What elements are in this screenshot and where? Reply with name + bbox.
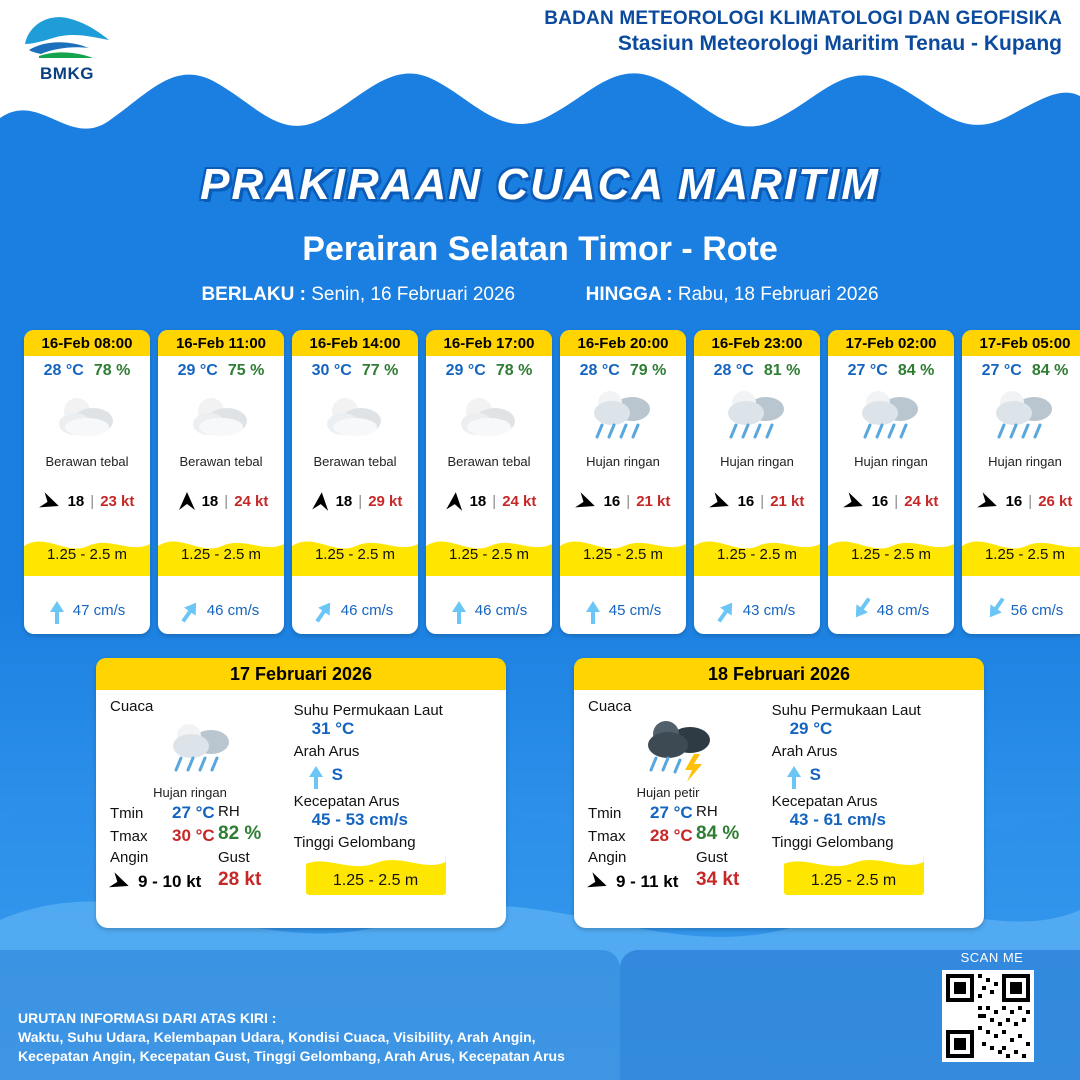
- sst-value: 29 °C: [789, 719, 833, 738]
- gust-value: 28 kt: [218, 869, 262, 890]
- wind-gust: 29 kt: [368, 492, 403, 510]
- wind-direction-icon: [441, 489, 465, 513]
- cloudy-icon: [189, 391, 253, 443]
- current-direction-label: Arah Arus: [293, 743, 360, 760]
- daily-forecast-panel: [96, 658, 506, 928]
- air-temperature: 27 °C: [981, 362, 1022, 379]
- footer-legend-title: URUTAN INFORMASI DARI ATAS KIRI :: [18, 1010, 277, 1027]
- agency-name: BADAN METEOROLOGI KLIMATOLOGI DAN GEOFISIKA: [544, 8, 1062, 29]
- humidity: 75 %: [227, 362, 265, 379]
- weather-icon-wrap: [962, 380, 1080, 454]
- weather-condition: Berawan tebal: [45, 454, 129, 469]
- wind-value: 9 - 11 kt: [616, 872, 679, 891]
- wind-direction-icon: [36, 487, 64, 515]
- hourly-forecast-card: 17-Feb 05:00 27 °C 84 % Hujan ringan 16 | 26 kt 1.25 - 2.5 m 56 cm/s: [962, 330, 1080, 634]
- tmin-value: 27 °C: [172, 803, 215, 822]
- valid-from-value: Senin, 16 Februari 2026: [311, 284, 516, 305]
- qr-code[interactable]: [942, 970, 1034, 1062]
- wave-height: 1.25 - 2.5 m: [180, 545, 262, 563]
- forecast-time: 16-Feb 17:00: [426, 330, 552, 356]
- weather-condition: Hujan ringan: [153, 785, 227, 800]
- hourly-forecast-card: 17-Feb 02:00 27 °C 84 % Hujan ringan 16 | 24 kt 1.25 - 2.5 m 48 cm/s: [828, 330, 954, 634]
- cloudy-icon: [323, 391, 387, 443]
- wind-direction-icon: [107, 866, 136, 895]
- wind-speed: 18: [335, 492, 353, 510]
- sst-label: Suhu Permukaan Laut: [771, 702, 921, 719]
- wave-height-label: Tinggi Gelombang: [293, 834, 416, 851]
- current-speed: 46 cm/s: [340, 601, 394, 619]
- wind-value: 9 - 10 kt: [138, 872, 202, 891]
- humidity: 84 %: [1031, 362, 1069, 379]
- rain-icon: [588, 387, 658, 447]
- validity-period: [0, 284, 1080, 306]
- wind-gust: 23 kt: [100, 492, 135, 510]
- daily-date: 18 Februari 2026: [574, 658, 984, 690]
- wind-gust: 21 kt: [770, 492, 805, 510]
- weather-condition: Hujan ringan: [988, 454, 1062, 469]
- tmin-value: 27 °C: [650, 803, 693, 822]
- weather-label: Cuaca: [588, 698, 632, 715]
- sst-label: Suhu Permukaan Laut: [293, 702, 443, 719]
- header-titles: [544, 8, 1062, 56]
- thunderstorm-icon: [642, 718, 718, 782]
- current-speed-value: 43 - 61 cm/s: [789, 810, 886, 829]
- current-speed: 46 cm/s: [206, 601, 260, 619]
- tmax-label: Tmax: [588, 828, 626, 845]
- humidity: 77 %: [361, 362, 399, 379]
- wind-gust: 24 kt: [234, 492, 269, 510]
- bmkg-logo-icon: [19, 10, 115, 64]
- footer-legend-line2: Waktu, Suhu Udara, Kelembapan Udara, Kondisi Cuaca, Visibility, Arah Angin,: [18, 1029, 536, 1046]
- forecast-time: 16-Feb 14:00: [292, 330, 418, 356]
- scan-me-label: SCAN ME: [960, 950, 1024, 965]
- wind-direction-icon: [572, 487, 600, 515]
- rain-icon: [167, 720, 237, 780]
- wave-height: 1.25 - 2.5 m: [984, 545, 1066, 563]
- qr-code-icon: [946, 974, 1030, 1058]
- rh-value: 84 %: [696, 823, 740, 844]
- footer-legend-line3: Kecepatan Angin, Kecepatan Gust, Tinggi Gelombang, Arah Arus, Kecepatan Arus: [18, 1048, 565, 1065]
- air-temperature: 28 °C: [713, 362, 754, 379]
- weather-icon-wrap: [588, 715, 772, 785]
- wave-height-label: Tinggi Gelombang: [771, 834, 894, 851]
- rain-icon: [856, 387, 926, 447]
- tmax-value: 28 °C: [650, 826, 693, 845]
- weather-condition: Hujan ringan: [720, 454, 794, 469]
- weather-condition: Berawan tebal: [313, 454, 397, 469]
- cloudy-icon: [55, 391, 119, 443]
- current-speed: 46 cm/s: [474, 601, 528, 619]
- humidity: 84 %: [897, 362, 935, 379]
- wind-direction-icon: [174, 490, 196, 512]
- wind-gust: 26 kt: [1038, 492, 1073, 510]
- valid-to-value: Rabu, 18 Februari 2026: [677, 284, 879, 305]
- current-speed: 47 cm/s: [72, 601, 126, 619]
- current-direction-icon: [310, 594, 339, 626]
- weather-condition: Hujan petir: [636, 785, 700, 800]
- current-direction-icon: [176, 594, 205, 626]
- humidity: 79 %: [629, 362, 667, 379]
- current-speed: 43 cm/s: [742, 601, 796, 619]
- wind-gust: 24 kt: [502, 492, 537, 510]
- valid-from-label: BERLAKU :: [201, 284, 306, 305]
- current-speed: 48 cm/s: [876, 601, 930, 619]
- current-direction-icon: [308, 760, 324, 789]
- current-speed-label: Kecepatan Arus: [771, 793, 878, 810]
- tmax-label: Tmax: [110, 828, 148, 845]
- wave-height: 1.25 - 2.5 m: [46, 545, 128, 563]
- cloudy-icon: [457, 391, 521, 443]
- wind-direction-icon: [840, 487, 868, 515]
- hourly-forecast-card: 16-Feb 17:00 29 °C 78 % Berawan tebal 18 | 24 kt 1.25 - 2.5 m 46 cm/s: [426, 330, 552, 634]
- weather-icon-wrap: [828, 380, 954, 454]
- air-temperature: 29 °C: [177, 362, 218, 379]
- forecast-time: 16-Feb 11:00: [158, 330, 284, 356]
- forecast-time: 17-Feb 05:00: [962, 330, 1080, 356]
- hourly-forecast-card: 16-Feb 20:00 28 °C 79 % Hujan ringan 16 | 21 kt 1.25 - 2.5 m 45 cm/s: [560, 330, 686, 634]
- current-direction-icon: [786, 760, 802, 789]
- wind-speed: 16: [603, 492, 621, 510]
- sst-value: 31 °C: [311, 719, 355, 738]
- current-direction-icon: [451, 596, 467, 624]
- daily-date: 17 Februari 2026: [96, 658, 506, 690]
- page-title: PRAKIRAAN CUACA MARITIM: [200, 160, 880, 209]
- weather-icon-wrap: [560, 380, 686, 454]
- wind-direction-icon: [307, 489, 331, 513]
- rh-label: RH: [696, 803, 718, 820]
- current-speed: 56 cm/s: [1010, 601, 1064, 619]
- hourly-forecast-card: 16-Feb 23:00 28 °C 81 % Hujan ringan 16 | 21 kt 1.25 - 2.5 m 43 cm/s: [694, 330, 820, 634]
- wind-direction-icon: [585, 866, 614, 895]
- current-direction-icon: [712, 594, 741, 626]
- rh-label: RH: [218, 803, 240, 820]
- weather-condition: Hujan ringan: [854, 454, 928, 469]
- air-temperature: 30 °C: [311, 362, 352, 379]
- rh-value: 82 %: [218, 823, 262, 844]
- forecast-time: 16-Feb 20:00: [560, 330, 686, 356]
- forecast-time: 17-Feb 02:00: [828, 330, 954, 356]
- page-subtitle: Perairan Selatan Timor - Rote: [302, 230, 778, 268]
- wind-speed: 16: [1005, 492, 1023, 510]
- gust-label: Gust: [218, 849, 250, 866]
- wave-height: 1.25 - 2.5 m: [314, 545, 396, 563]
- wind-speed: 18: [201, 492, 219, 510]
- wave-height: 1.25 - 2.5 m: [850, 545, 932, 563]
- weather-icon-wrap: [110, 715, 294, 785]
- weather-icon-wrap: [694, 380, 820, 454]
- weather-icon-wrap: [24, 380, 150, 454]
- air-temperature: 28 °C: [43, 362, 84, 379]
- wave-height-value: 1.25 - 2.5 m: [332, 872, 419, 889]
- bmkg-logo: [12, 10, 122, 88]
- current-direction-value: S: [331, 764, 343, 784]
- rain-icon: [990, 387, 1060, 447]
- wind-gust: 24 kt: [904, 492, 939, 510]
- humidity: 78 %: [93, 362, 131, 379]
- wind-label: Angin: [110, 849, 149, 866]
- hourly-forecast-card: 16-Feb 14:00 30 °C 77 % Berawan tebal 18 | 29 kt 1.25 - 2.5 m 46 cm/s: [292, 330, 418, 634]
- wave-height: 1.25 - 2.5 m: [716, 545, 798, 563]
- humidity: 81 %: [763, 362, 801, 379]
- hourly-forecast-list: [24, 330, 1080, 634]
- tmin-label: Tmin: [110, 805, 144, 822]
- current-speed-label: Kecepatan Arus: [293, 793, 400, 810]
- current-speed: 45 cm/s: [608, 601, 662, 619]
- gust-label: Gust: [696, 849, 728, 866]
- rain-icon: [722, 387, 792, 447]
- current-direction-icon: [980, 594, 1009, 626]
- weather-label: Cuaca: [110, 698, 154, 715]
- tmax-value: 30 °C: [172, 826, 215, 845]
- wave-height-badge: [784, 855, 924, 895]
- valid-to-label: HINGGA :: [585, 284, 673, 305]
- current-direction-icon: [846, 594, 875, 626]
- wind-speed: 18: [67, 492, 85, 510]
- wave-height: 1.25 - 2.5 m: [582, 545, 664, 563]
- station-name: Stasiun Meteorologi Maritim Tenau - Kupang: [617, 32, 1062, 55]
- gust-value: 34 kt: [696, 869, 740, 890]
- air-temperature: 29 °C: [445, 362, 486, 379]
- air-temperature: 27 °C: [847, 362, 888, 379]
- air-temperature: 28 °C: [579, 362, 620, 379]
- tmin-label: Tmin: [588, 805, 622, 822]
- weather-condition: Berawan tebal: [179, 454, 263, 469]
- wave-height: 1.25 - 2.5 m: [448, 545, 530, 563]
- weather-condition: Hujan ringan: [586, 454, 660, 469]
- wave-height-value: 1.25 - 2.5 m: [810, 872, 897, 889]
- wind-speed: 18: [469, 492, 487, 510]
- wave-height-badge: [306, 855, 446, 895]
- forecast-time: 16-Feb 08:00: [24, 330, 150, 356]
- forecast-time: 16-Feb 23:00: [694, 330, 820, 356]
- wind-speed: 16: [737, 492, 755, 510]
- daily-forecast-panel: [574, 658, 984, 928]
- current-direction-icon: [585, 596, 601, 624]
- hourly-forecast-card: 16-Feb 11:00 29 °C 75 % Berawan tebal 18 | 24 kt 1.25 - 2.5 m 46 cm/s: [158, 330, 284, 634]
- scan-me-block[interactable]: [942, 950, 1042, 1062]
- wind-speed: 16: [871, 492, 889, 510]
- weather-icon-wrap: [292, 380, 418, 454]
- weather-icon-wrap: [426, 380, 552, 454]
- wind-label: Angin: [588, 849, 627, 866]
- wind-direction-icon: [706, 487, 734, 515]
- current-direction-label: Arah Arus: [771, 743, 838, 760]
- wind-gust: 21 kt: [636, 492, 671, 510]
- footer-legend: [18, 1009, 565, 1066]
- current-direction-value: S: [809, 764, 821, 784]
- weather-condition: Berawan tebal: [447, 454, 531, 469]
- weather-icon-wrap: [158, 380, 284, 454]
- humidity: 78 %: [495, 362, 533, 379]
- current-speed-value: 45 - 53 cm/s: [311, 810, 408, 829]
- current-direction-icon: [49, 596, 65, 624]
- hourly-forecast-card: 16-Feb 08:00 28 °C 78 % Berawan tebal 18 | 23 kt 1.25 - 2.5 m 47 cm/s: [24, 330, 150, 634]
- bmkg-logo-text: BMKG: [40, 64, 94, 83]
- wind-direction-icon: [974, 487, 1002, 515]
